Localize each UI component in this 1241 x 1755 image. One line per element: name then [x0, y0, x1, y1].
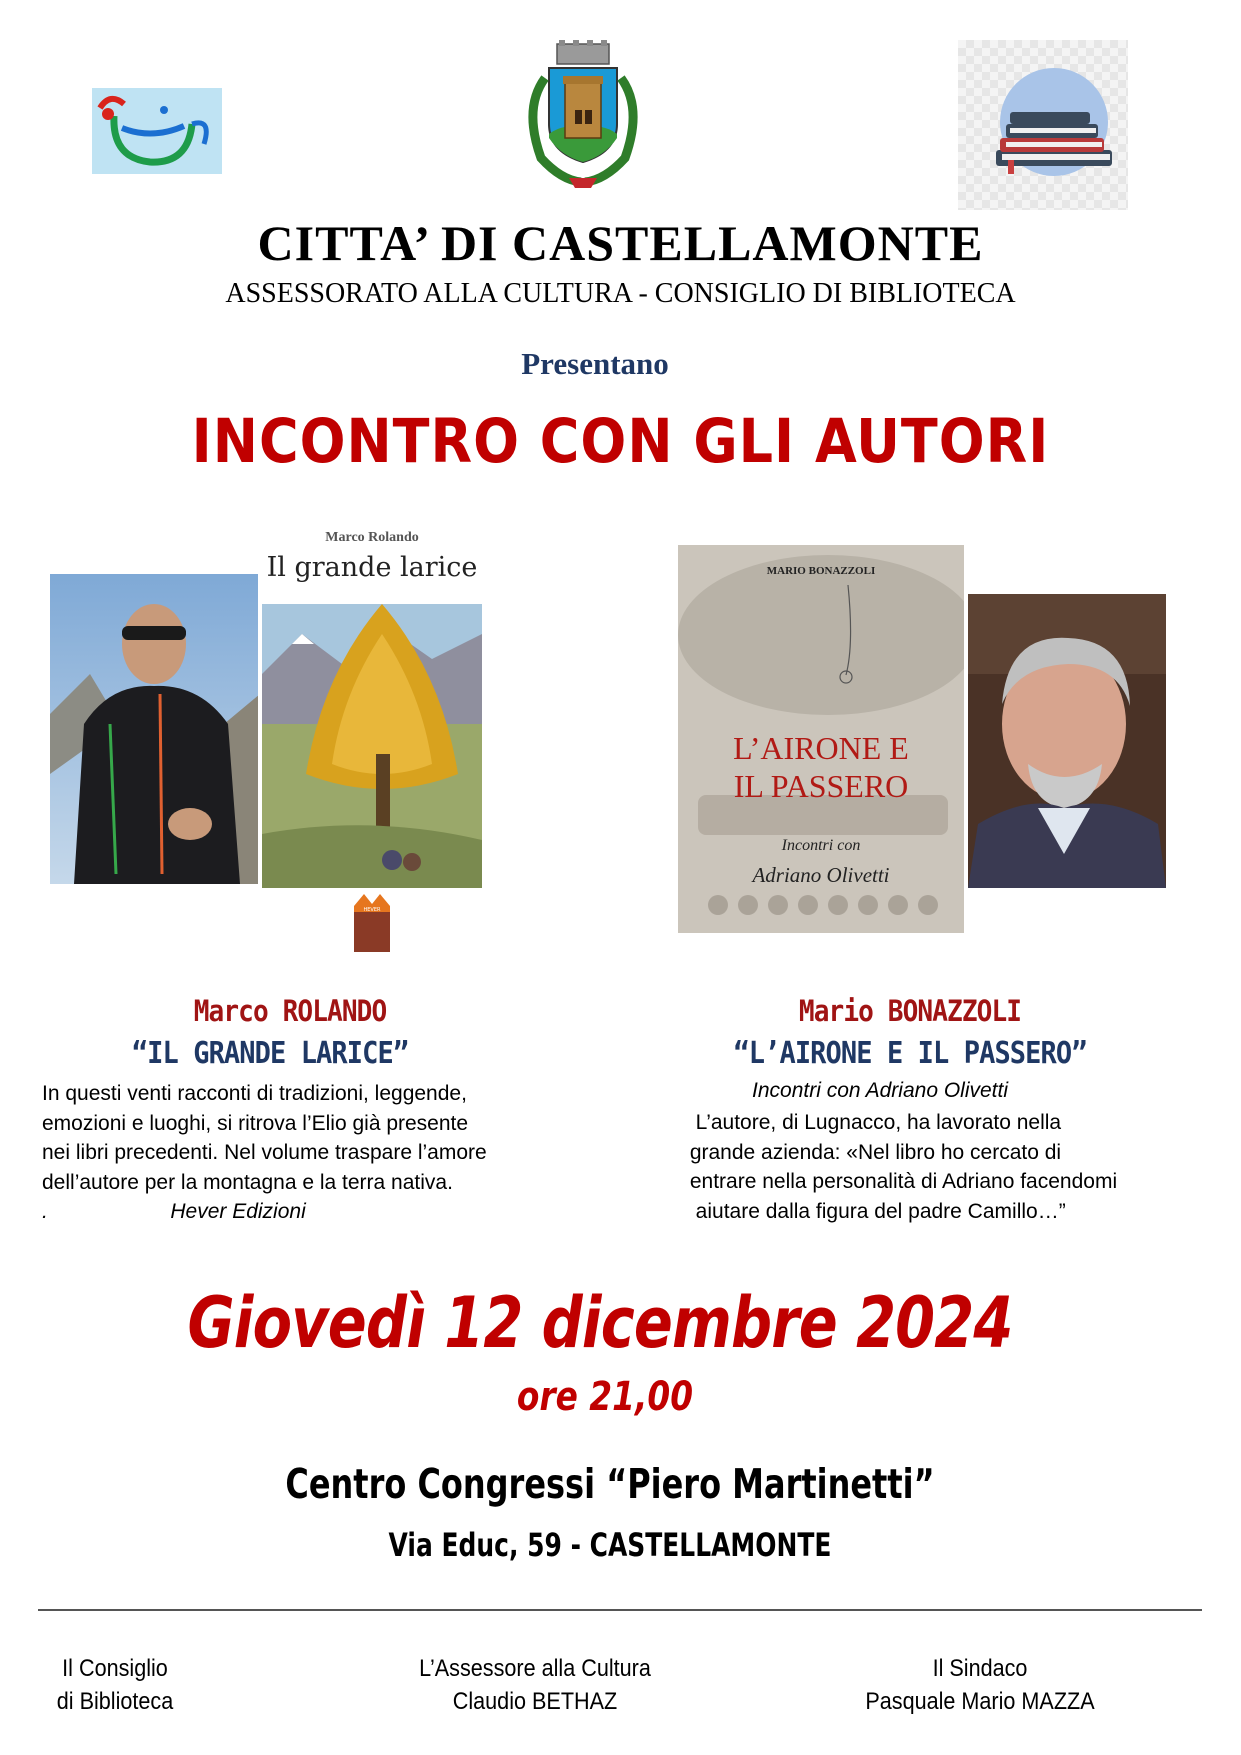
book-cover-subtitle: Incontri con: [781, 837, 861, 854]
books-icon: [958, 40, 1128, 210]
signature-culture-assessor: [405, 1652, 666, 1718]
event-date: Giovedì 12 dicembre 2024: [187, 1282, 1013, 1364]
signature-role: L’Assessore alla Cultura: [419, 1655, 651, 1682]
signature-library-council: [30, 1652, 201, 1718]
event-title: INCONTRO CON GLI AUTORI: [191, 406, 1050, 477]
book-cover-author: MARIO BONAZZOLI: [766, 565, 876, 577]
larch-tree-illustration: [262, 604, 482, 888]
coat-of-arms-icon: [505, 38, 660, 190]
publisher-text: . Hever Edizioni: [42, 1200, 306, 1223]
book-cover-airone-e-passero: [678, 545, 964, 933]
footer-divider: [38, 1609, 1202, 1611]
signature-person: Claudio BETHAZ: [452, 1688, 618, 1715]
author-marco-rolando-photo: [50, 574, 260, 884]
book-cover-title: [678, 729, 964, 806]
venue-name: Centro Congressi “Piero Martinetti”: [285, 1460, 935, 1508]
book-cover-title: Il grande larice: [266, 552, 478, 583]
left-book-title: “IL GRANDE LARICE”: [131, 1036, 409, 1071]
book-cover-title-line2: IL PASSERO: [733, 768, 909, 805]
book-cover-subtitle-name: Adriano Olivetti: [752, 863, 890, 887]
event-time: ore 21,00: [516, 1374, 694, 1420]
right-book-title: “L’AIRONE E IL PASSERO”: [733, 1036, 1087, 1071]
hever-publisher-logo: [350, 892, 394, 954]
signature-role-cont: di Biblioteca: [56, 1688, 174, 1715]
right-book-subtitle: Incontri con Adriano Olivetti: [752, 1079, 1009, 1102]
left-author-name: Marco ROLANDO: [193, 994, 387, 1028]
left-book-description: In questi venti racconti di tradizioni, leggende, emozioni e luoghi, si ritrova l’Elio già presente nei libri precedenti. Nel volume traspare l’amore dell’autore per la montagna e la terra nativa.: [42, 1082, 487, 1194]
venue-address: Via Educ, 59 - CASTELLAMONTE: [388, 1526, 832, 1564]
book-cover-author: Marco Rolando: [325, 530, 419, 545]
book-cover-title-line1: L’AIRONE E: [733, 730, 909, 766]
city-title: CITTA’ DI CASTELLAMONTE: [257, 215, 984, 271]
publisher-logo-text: HEVER: [363, 907, 381, 913]
signature-person: Pasquale Mario MAZZA: [865, 1688, 1095, 1715]
teapot-logo: [92, 88, 222, 174]
signature-mayor: [845, 1652, 1115, 1718]
department-subtitle: ASSESSORATO ALLA CULTURA - CONSIGLIO DI BIBLIOTECA: [225, 278, 1016, 309]
left-publisher-line: [42, 1197, 602, 1227]
book-cover-il-grande-larice: [258, 524, 486, 888]
right-book-description: L’autore, di Lugnacco, ha lavorato nella grande azienda: «Nel libro ho cercato di entrare nella personalità di Adriano facendomi aiutare dalla figura del padre Camillo…”: [689, 1111, 1118, 1223]
signature-role: Il Consiglio: [62, 1655, 168, 1682]
signature-role: Il Sindaco: [932, 1655, 1028, 1682]
presentano-label: Presentano: [521, 346, 669, 381]
author-mario-bonazzoli-photo: [968, 594, 1166, 888]
right-author-name: Mario BONAZZOLI: [798, 994, 1022, 1028]
